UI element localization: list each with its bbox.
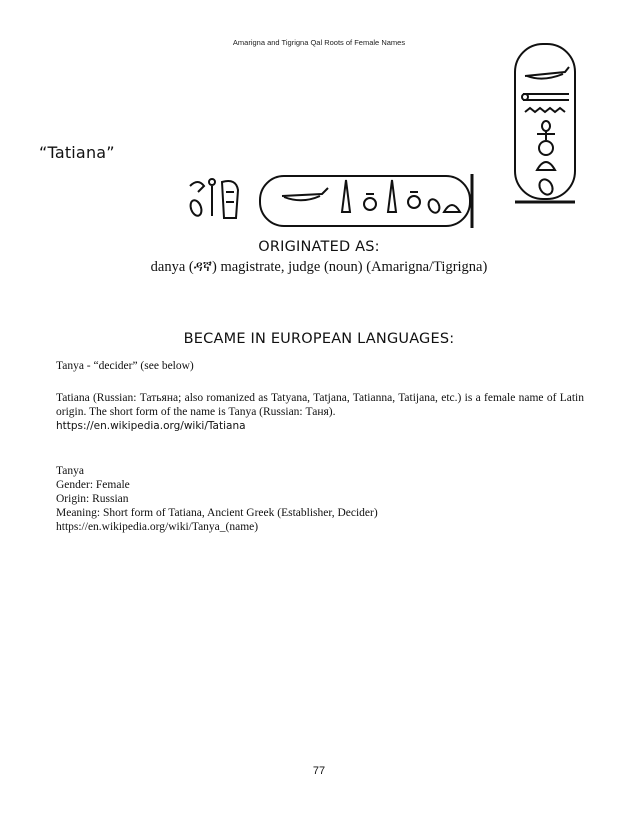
tanya-link[interactable]: https://en.wikipedia.org/wiki/Tanya_(name) — [56, 521, 259, 533]
vertical-cartouche-image — [513, 42, 583, 207]
name-title: “Tatiana” — [39, 143, 115, 162]
originated-heading: ORIGINATED AS: — [258, 239, 380, 255]
became-heading: BECAME IN EUROPEAN LANGUAGES: — [183, 331, 455, 347]
originated-line: danya (ዳኛ) magistrate, judge (noun) (Amarigna/Tigrigna) — [150, 259, 488, 275]
running-header: Amarigna and Tigrigna Qal Roots of Female Names — [232, 38, 406, 47]
tatiana-link[interactable]: https://en.wikipedia.org/wiki/Tatiana — [56, 420, 246, 432]
tanya-gender: Gender: Female — [56, 479, 130, 491]
tanya-summary: Tanya - “decider” (see below) — [56, 360, 194, 372]
horizontal-cartouche-image — [180, 172, 480, 232]
tanya-origin: Origin: Russian — [56, 493, 129, 505]
tanya-name: Tanya — [56, 465, 84, 477]
tatiana-paragraph: Tatiana (Russian: Татьяна; also romanized as Tatyana, Tatjana, Tatianna, Tatijana, etc.) is a female name of Latin origin. The short form of the name is Tanya (Russian: Таня). — [56, 392, 584, 418]
tanya-meaning: Meaning: Short form of Tatiana, Ancient Greek (Establisher, Decider) — [56, 507, 378, 519]
page-number: 77 — [312, 765, 326, 777]
